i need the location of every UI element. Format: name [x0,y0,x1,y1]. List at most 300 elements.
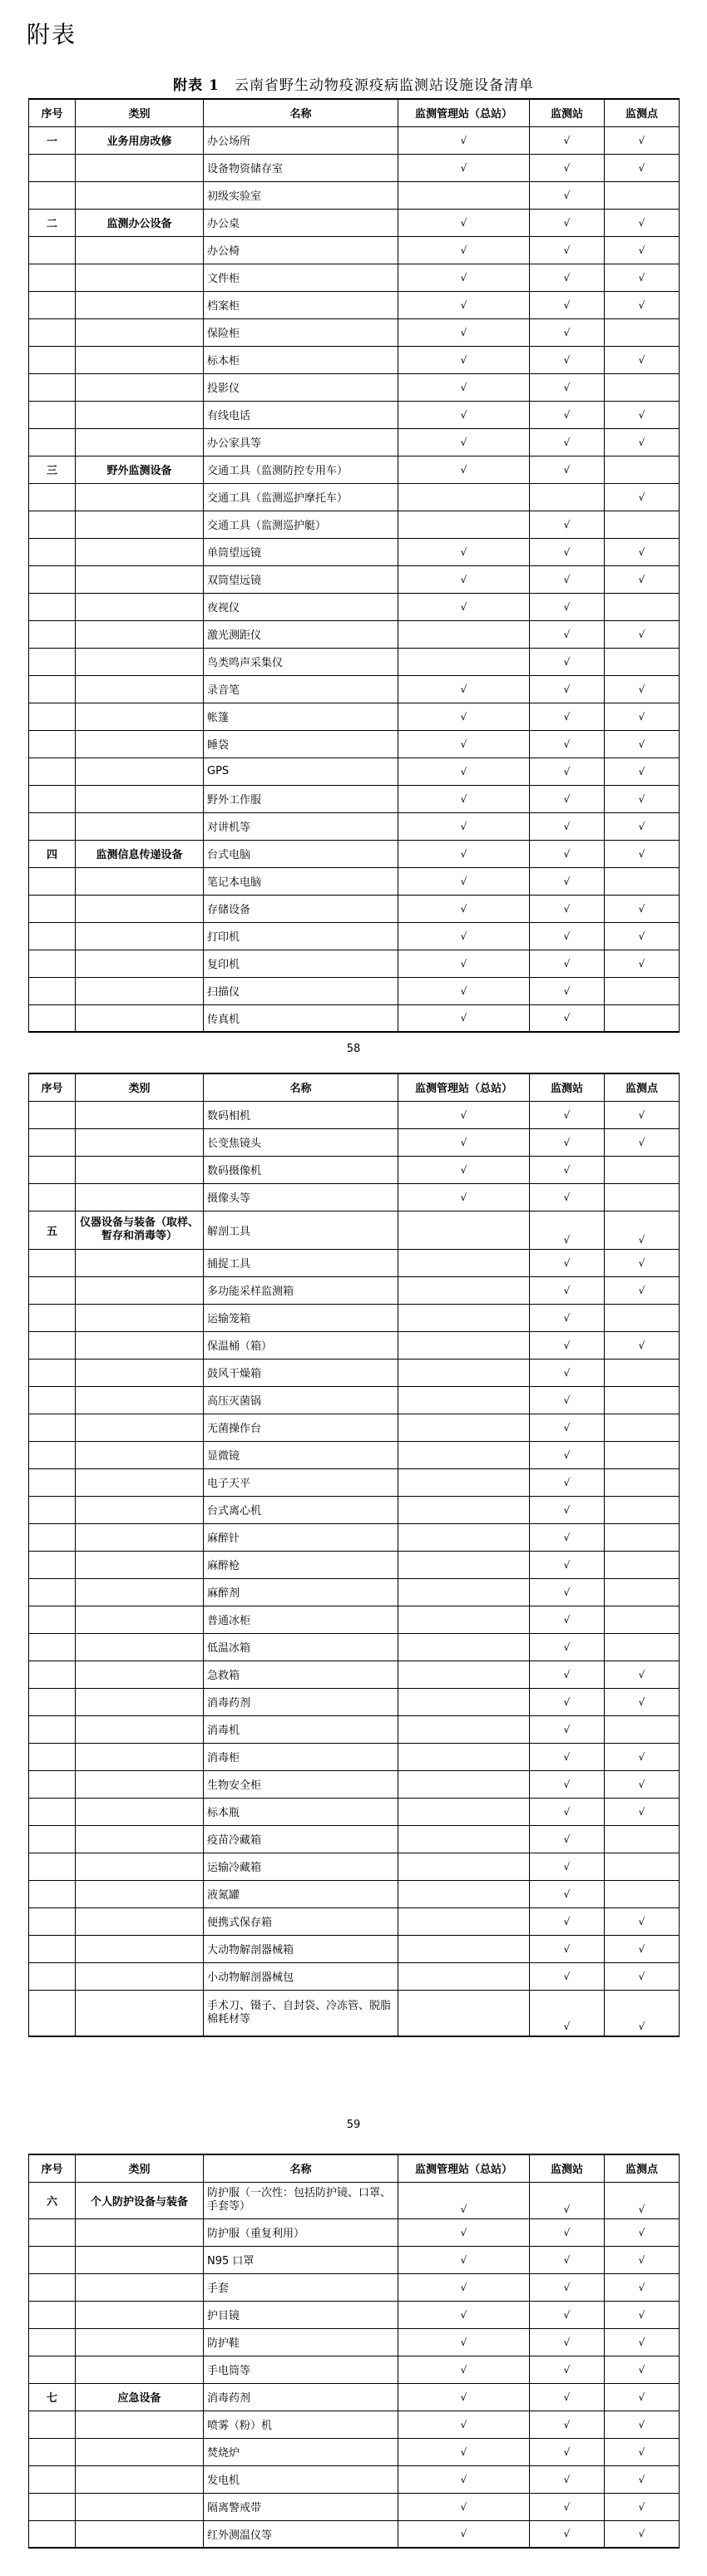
check-point: √ [605,1211,680,1249]
check-total: √ [398,2301,530,2328]
item-name: 消毒药剂 [204,2383,398,2411]
item-name: 多功能采样监测箱 [204,1276,398,1304]
row-category [76,1004,204,1032]
check-total: √ [398,730,530,758]
row-category [76,483,204,511]
check-total [398,1606,530,1633]
check-point [605,1386,680,1414]
row-category: 监测信息传递设备 [76,840,204,867]
table-row [29,2246,680,2273]
row-index [29,1523,76,1551]
check-total: √ [398,291,530,318]
row-category [76,758,204,785]
row-category [76,1441,204,1468]
row-index [29,758,76,785]
check-point: √ [605,1990,680,2036]
check-point: √ [605,2301,680,2328]
check-total: √ [398,565,530,593]
check-station: √ [530,1523,605,1551]
check-station: √ [530,346,605,373]
row-index [29,730,76,758]
item-name: 存储设备 [204,895,398,922]
caption-label: 附表 1 [173,77,220,94]
item-name: 便携式保存箱 [204,1907,398,1935]
header-total-station: 监测管理站（总站） [398,99,530,126]
row-category [76,2301,204,2328]
check-point [605,511,680,538]
check-station: √ [530,1249,605,1276]
row-category [76,154,204,181]
table-row [29,2328,680,2356]
check-point: √ [605,2182,680,2218]
check-station: √ [530,565,605,593]
table-header-row [29,2154,680,2182]
check-station: √ [530,1211,605,1249]
check-station: √ [530,264,605,291]
item-name: 小动物解剖器械包 [204,1962,398,1990]
check-point: √ [605,675,680,703]
row-category [76,2465,204,2493]
table-row [29,977,680,1004]
check-total [398,1441,530,1468]
row-index: 四 [29,840,76,867]
item-name: 档案柜 [204,291,398,318]
table-row [29,922,680,950]
check-total: √ [398,758,530,785]
check-total [398,1962,530,1990]
check-total: √ [398,209,530,236]
header-station: 监测站 [530,99,605,126]
row-category [76,2493,204,2520]
header-category: 类别 [76,2154,204,2182]
table-row [29,538,680,565]
row-category [76,181,204,209]
check-station: √ [530,1825,605,1853]
row-index [29,1276,76,1304]
check-point: √ [605,2520,680,2548]
table-row [29,1183,680,1211]
table-row [29,840,680,867]
item-name: 投影仪 [204,373,398,401]
item-name: 台式电脑 [204,840,398,867]
table-row [29,1962,680,1990]
item-name: 红外测温仪等 [204,2520,398,2548]
table-row [29,511,680,538]
check-total [398,1276,530,1304]
item-name: 睡袋 [204,730,398,758]
row-index [29,675,76,703]
equipment-table-part-2 [28,1073,680,2037]
check-station: √ [530,1156,605,1183]
item-name: 保险柜 [204,318,398,346]
item-name: 标本柜 [204,346,398,373]
check-point: √ [605,264,680,291]
table-row [29,126,680,154]
row-index [29,1633,76,1661]
row-index [29,922,76,950]
table-header-row [29,1073,680,1101]
row-category [76,1661,204,1688]
row-category [76,2218,204,2246]
check-station: √ [530,181,605,209]
check-point [605,1156,680,1183]
row-category [76,593,204,620]
check-station: √ [530,840,605,867]
check-total: √ [398,2465,530,2493]
row-category [76,922,204,950]
table-row [29,181,680,209]
check-total: √ [398,2438,530,2465]
table-row [29,1386,680,1414]
table-row [29,1743,680,1770]
table-row [29,2301,680,2328]
check-station: √ [530,1551,605,1578]
row-index [29,1331,76,1359]
header-category: 类别 [76,1073,204,1101]
row-index [29,895,76,922]
item-name: 长变焦镜头 [204,1128,398,1156]
row-category [76,1128,204,1156]
item-name: 摄像头等 [204,1183,398,1211]
row-index [29,181,76,209]
item-name: 疫苗冷藏箱 [204,1825,398,1853]
row-index [29,1183,76,1211]
row-index [29,1128,76,1156]
check-point: √ [605,236,680,264]
item-name: 数码相机 [204,1101,398,1128]
row-category [76,401,204,428]
check-total: √ [398,428,530,456]
item-name: 麻醉枪 [204,1551,398,1578]
check-total [398,1935,530,1962]
row-category [76,785,204,812]
row-index [29,2493,76,2520]
check-station: √ [530,977,605,1004]
check-total: √ [398,538,530,565]
check-station: √ [530,373,605,401]
item-name: 液氮罐 [204,1880,398,1907]
row-index [29,2438,76,2465]
row-index [29,2520,76,2548]
check-total [398,1853,530,1880]
check-point [605,648,680,675]
check-point: √ [605,950,680,977]
row-category [76,1386,204,1414]
check-station: √ [530,2218,605,2246]
check-total [398,1551,530,1578]
check-point [605,1578,680,1606]
check-station: √ [530,1304,605,1331]
check-point [605,1468,680,1496]
check-total: √ [398,867,530,895]
row-category [76,1468,204,1496]
check-total: √ [398,2182,530,2218]
check-total [398,1304,530,1331]
check-station: √ [530,1770,605,1798]
table-row [29,1688,680,1715]
row-index [29,1004,76,1032]
row-category [76,1156,204,1183]
check-station: √ [530,1880,605,1907]
check-station: √ [530,758,605,785]
row-category [76,1414,204,1441]
check-station: √ [530,126,605,154]
check-point [605,1359,680,1386]
row-index [29,1688,76,1715]
check-station: √ [530,922,605,950]
check-station: √ [530,428,605,456]
check-station: √ [530,812,605,840]
row-category [76,1935,204,1962]
check-point [605,1414,680,1441]
header-total-station: 监测管理站（总站） [398,1073,530,1101]
check-station [530,483,605,511]
page-number: 59 [346,2119,361,2131]
item-name: 打印机 [204,922,398,950]
table-row [29,2356,680,2383]
check-point: √ [605,209,680,236]
item-name: 初级实验室 [204,181,398,209]
check-station: √ [530,1004,605,1032]
check-total [398,1990,530,2036]
check-point: √ [605,2411,680,2438]
row-category [76,1276,204,1304]
row-category [76,2356,204,2383]
table-row [29,428,680,456]
check-total: √ [398,1101,530,1128]
check-station: √ [530,1907,605,1935]
table-row [29,1606,680,1633]
table-row [29,785,680,812]
check-total [398,1715,530,1743]
check-point: √ [605,483,680,511]
table-row [29,1156,680,1183]
row-index [29,1304,76,1331]
item-name: 普通冰柜 [204,1606,398,1633]
table-row [29,456,680,483]
row-category: 应急设备 [76,2383,204,2411]
item-name: 生物安全柜 [204,1770,398,1798]
row-category [76,648,204,675]
row-index [29,511,76,538]
item-name: 无菌操作台 [204,1414,398,1441]
row-category [76,1770,204,1798]
table-row [29,1468,680,1496]
table-row [29,318,680,346]
row-index [29,538,76,565]
check-total: √ [398,2411,530,2438]
check-total [398,483,530,511]
check-total: √ [398,950,530,977]
row-category [76,236,204,264]
check-station: √ [530,785,605,812]
check-point [605,1853,680,1880]
check-point: √ [605,1128,680,1156]
check-station: √ [530,1743,605,1770]
row-category [76,867,204,895]
check-station: √ [530,2301,605,2328]
table-row [29,593,680,620]
table-row [29,1523,680,1551]
check-point: √ [605,1276,680,1304]
check-total: √ [398,812,530,840]
item-name: 护目镜 [204,2301,398,2328]
item-name: 发电机 [204,2465,398,2493]
row-index [29,1359,76,1386]
check-total [398,1331,530,1359]
check-total [398,1825,530,1853]
check-point: √ [605,620,680,648]
row-category [76,2246,204,2273]
check-station: √ [530,1128,605,1156]
item-name: 电子天平 [204,1468,398,1496]
check-point [605,977,680,1004]
row-index [29,1414,76,1441]
table-row [29,1304,680,1331]
row-index [29,236,76,264]
check-total: √ [398,1004,530,1032]
check-total: √ [398,2520,530,2548]
table-row [29,2465,680,2493]
row-category [76,950,204,977]
item-name: 手电筒等 [204,2356,398,2383]
row-category [76,2273,204,2301]
row-index [29,428,76,456]
check-total: √ [398,1156,530,1183]
check-total [398,1880,530,1907]
item-name: 交通工具（监测巡护摩托车） [204,483,398,511]
table-row [29,2520,680,2548]
row-index [29,1101,76,1128]
check-total [398,620,530,648]
check-station: √ [530,1688,605,1715]
table-row [29,2273,680,2301]
row-index [29,401,76,428]
table-row [29,1880,680,1907]
check-total: √ [398,236,530,264]
check-total [398,1414,530,1441]
table-row [29,373,680,401]
check-point: √ [605,1770,680,1798]
check-point [605,1004,680,1032]
table-row [29,1578,680,1606]
item-name: 防护服（一次性：包括防护镜、口罩、手套等） [204,2182,398,2218]
row-category [76,428,204,456]
table-header-row [29,99,680,126]
check-point: √ [605,2356,680,2383]
row-index [29,812,76,840]
row-index [29,1990,76,2036]
row-index [29,2246,76,2273]
check-station: √ [530,318,605,346]
row-index [29,1606,76,1633]
check-point [605,1633,680,1661]
check-point: √ [605,1907,680,1935]
row-index [29,2301,76,2328]
table-row [29,2411,680,2438]
check-total: √ [398,895,530,922]
item-name: 录音笔 [204,675,398,703]
row-category [76,1715,204,1743]
table-row [29,565,680,593]
item-name: 运输冷藏箱 [204,1853,398,1880]
check-point: √ [605,2493,680,2520]
item-name: 文件柜 [204,264,398,291]
row-index [29,1825,76,1853]
check-total [398,1743,530,1770]
item-name: 大动物解剖器械箱 [204,1935,398,1962]
row-category: 监测办公设备 [76,209,204,236]
check-station: √ [530,456,605,483]
row-category: 个人防护设备与装备 [76,2182,204,2218]
table-row [29,1633,680,1661]
row-category [76,675,204,703]
check-total: √ [398,675,530,703]
check-station: √ [530,950,605,977]
check-station: √ [530,1386,605,1414]
item-name: 消毒机 [204,1715,398,1743]
item-name: 笔记本电脑 [204,867,398,895]
item-name: 单筒望远镜 [204,538,398,565]
header-index: 序号 [29,1073,76,1101]
item-name: 麻醉剂 [204,1578,398,1606]
row-category [76,730,204,758]
row-index [29,1578,76,1606]
row-category [76,1633,204,1661]
row-index: 三 [29,456,76,483]
check-point [605,1183,680,1211]
check-total: √ [398,318,530,346]
table-row [29,1770,680,1798]
item-name: 扫描仪 [204,977,398,1004]
item-name: 消毒柜 [204,1743,398,1770]
row-category [76,1743,204,1770]
row-category [76,1853,204,1880]
row-category [76,2438,204,2465]
row-category: 野外监测设备 [76,456,204,483]
check-station: √ [530,1276,605,1304]
check-station: √ [530,1441,605,1468]
row-category [76,1688,204,1715]
check-station: √ [530,538,605,565]
check-point: √ [605,2328,680,2356]
row-category [76,318,204,346]
row-category [76,565,204,593]
row-category [76,1990,204,2036]
row-index [29,1441,76,1468]
table-row [29,703,680,730]
table-row [29,1661,680,1688]
check-total: √ [398,1183,530,1211]
check-point: √ [605,291,680,318]
check-station: √ [530,1606,605,1633]
table-row [29,154,680,181]
check-total: √ [398,154,530,181]
row-index [29,1715,76,1743]
check-station: √ [530,1962,605,1990]
row-category [76,1359,204,1386]
item-name: 急救箱 [204,1661,398,1688]
item-name: 台式离心机 [204,1496,398,1523]
row-index [29,2356,76,2383]
row-category [76,1825,204,1853]
item-name: 焚烧炉 [204,2438,398,2465]
check-total: √ [398,785,530,812]
row-index [29,1935,76,1962]
check-total [398,1798,530,1825]
check-point: √ [605,2218,680,2246]
check-total [398,1249,530,1276]
